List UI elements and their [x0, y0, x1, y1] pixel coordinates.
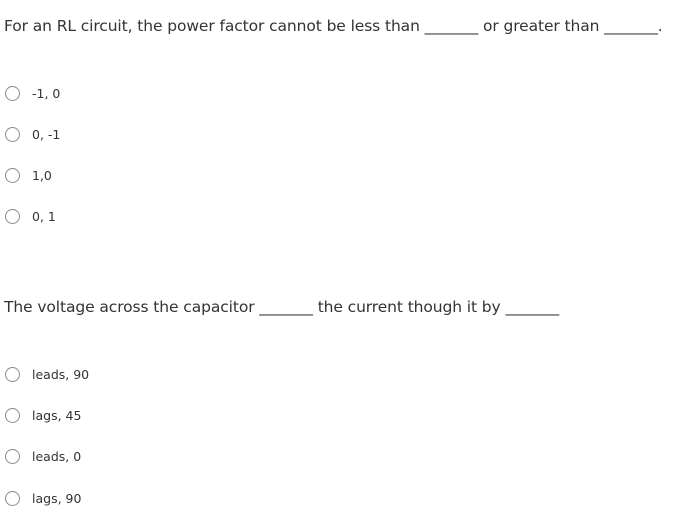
question-1-text: For an RL circuit, the power factor cannot be less than _______ or greater than _______.: [4, 17, 663, 35]
option-label: 0, 1: [32, 208, 56, 224]
question-1-option-4[interactable]: [5, 206, 56, 226]
radio-button[interactable]: [5, 86, 20, 101]
option-label: lags, 90: [32, 490, 82, 506]
question-2-option-3[interactable]: [5, 446, 81, 466]
radio-button[interactable]: [5, 127, 20, 142]
question-2-text: The voltage across the capacitor _______ the current though it by _______: [4, 298, 559, 316]
question-2-option-1[interactable]: [5, 364, 89, 384]
question-1-option-3[interactable]: [5, 165, 52, 185]
option-label: leads, 90: [32, 366, 90, 382]
option-label: leads, 0: [32, 448, 82, 464]
question-1-option-2[interactable]: [5, 124, 60, 144]
radio-button[interactable]: [5, 168, 20, 183]
question-2-option-4[interactable]: [5, 488, 81, 508]
option-label: lags, 45: [32, 407, 82, 423]
radio-button[interactable]: [5, 408, 20, 423]
option-label: -1, 0: [32, 85, 61, 101]
radio-button[interactable]: [5, 491, 20, 506]
option-label: 1,0: [32, 167, 52, 183]
radio-button[interactable]: [5, 449, 20, 464]
question-2-option-2[interactable]: [5, 405, 81, 425]
radio-button[interactable]: [5, 209, 20, 224]
question-1-option-1[interactable]: [5, 83, 60, 103]
radio-button[interactable]: [5, 367, 20, 382]
option-label: 0, -1: [32, 126, 61, 142]
